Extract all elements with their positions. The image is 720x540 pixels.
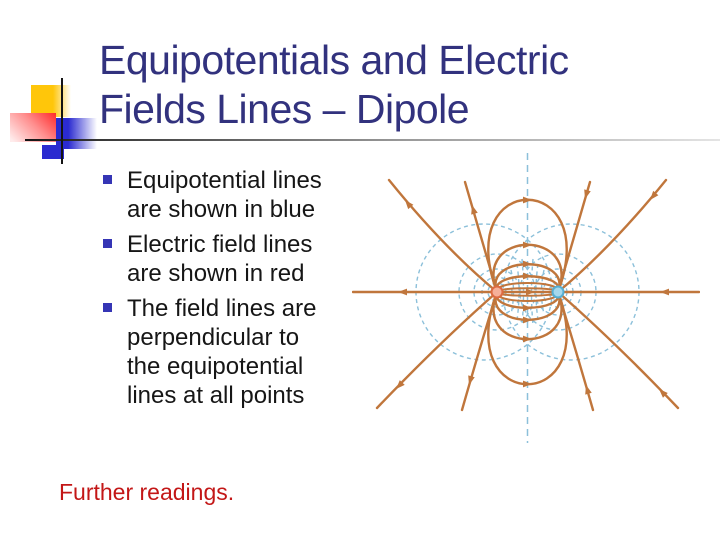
dipole-figure xyxy=(352,152,700,444)
decor-vertical-line xyxy=(61,78,63,164)
negative-charge xyxy=(553,287,564,298)
bullet-item xyxy=(103,230,383,288)
bullet-line: Equipotential lines xyxy=(127,167,322,194)
further-readings-link[interactable]: Further readings. xyxy=(59,479,235,505)
title-line-2: Fields Lines – Dipole xyxy=(99,86,470,132)
bullet-line: the equipotential xyxy=(127,353,304,380)
slide-title xyxy=(99,36,569,134)
field-arrowheads xyxy=(394,189,669,397)
bullet-square-icon xyxy=(103,303,112,312)
bullet-line: Electric field lines xyxy=(127,231,313,258)
bullet-square-icon xyxy=(103,175,112,184)
bullet-list xyxy=(103,166,383,416)
bullet-text xyxy=(127,230,312,288)
bullet-item xyxy=(103,294,383,410)
bullet-line: lines at all points xyxy=(127,382,305,409)
bullet-item xyxy=(103,166,383,224)
bullet-line: The field lines are xyxy=(127,295,317,322)
title-underline xyxy=(25,139,720,141)
bullet-text xyxy=(127,166,322,224)
decor-red-square xyxy=(10,113,56,142)
title-line-1: Equipotentials and Electric xyxy=(99,37,569,83)
bullet-line: are shown in red xyxy=(127,260,305,287)
bullet-square-icon xyxy=(103,239,112,248)
bullet-text xyxy=(127,294,316,410)
equipotential-lines xyxy=(416,153,639,443)
bullet-line: are shown in blue xyxy=(127,196,316,223)
bullet-line: perpendicular to xyxy=(127,324,300,351)
positive-charge xyxy=(492,287,503,298)
